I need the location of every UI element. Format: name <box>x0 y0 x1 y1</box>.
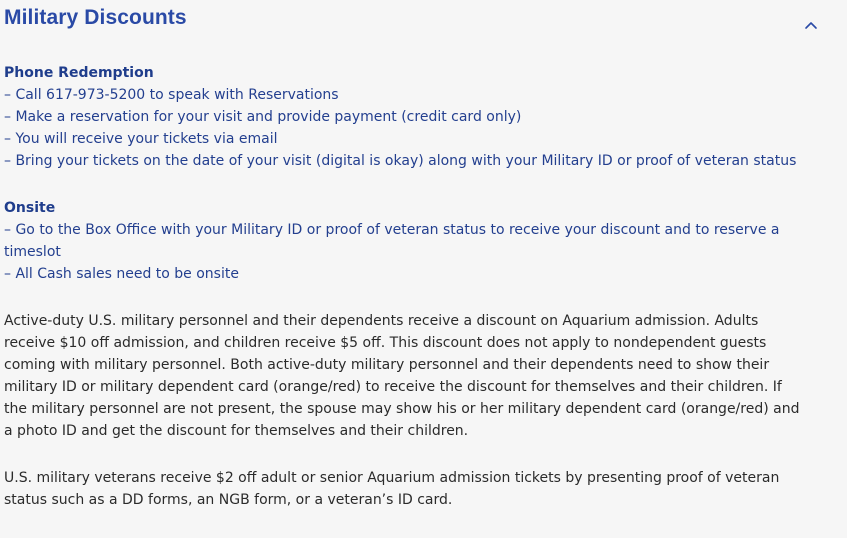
active-duty-line: a photo ID and get the discount for themselves and their children. <box>4 423 469 439</box>
phone-step-3: – You will receive your tickets via email <box>4 131 278 147</box>
veterans-paragraph <box>4 467 814 511</box>
onsite-step-1: – Go to the Box Office with your Military ID or proof of veteran status to receive your discount and to reserve a <box>4 222 780 238</box>
veterans-line: status such as a DD forms, an NGB form, or a veteran’s ID card. <box>4 492 453 508</box>
phone-step-4: – Bring your tickets on the date of your visit (digital is okay) along with your Military ID or proof of veteran status <box>4 153 797 169</box>
accordion-header[interactable] <box>4 0 847 44</box>
active-duty-line: Active-duty U.S. military personnel and their dependents receive a discount on Aquarium admission. Adults <box>4 313 759 329</box>
chevron-up-icon[interactable] <box>801 16 821 34</box>
active-duty-line: coming with military personnel. Both active-duty military personnel and their dependents need to show their <box>4 357 770 373</box>
phone-redemption-title: Phone Redemption <box>4 65 154 81</box>
veterans-line: U.S. military veterans receive $2 off adult or senior Aquarium admission tickets by presenting proof of veteran <box>4 470 780 486</box>
onsite-section <box>4 197 824 285</box>
active-duty-line: military ID or military dependent card (orange/red) to receive the discount for themselves and their children. If <box>4 379 782 395</box>
active-duty-line: the military personnel are not present, the spouse may show his or her military dependent card (orange/red) and <box>4 401 800 417</box>
phone-redemption-section <box>4 62 824 172</box>
onsite-title: Onsite <box>4 200 56 216</box>
active-duty-paragraph <box>4 310 814 442</box>
accordion-title: Military Discounts <box>4 6 187 29</box>
active-duty-line: receive $10 off admission, and children receive $5 off. This discount does not apply to nondependent guests <box>4 335 767 351</box>
phone-step-2: – Make a reservation for your visit and provide payment (credit card only) <box>4 109 522 125</box>
onsite-step-2: – All Cash sales need to be onsite <box>4 266 239 282</box>
phone-step-1: – Call 617-973-5200 to speak with Reservations <box>4 87 339 103</box>
onsite-step-1-cont: timeslot <box>4 244 61 260</box>
